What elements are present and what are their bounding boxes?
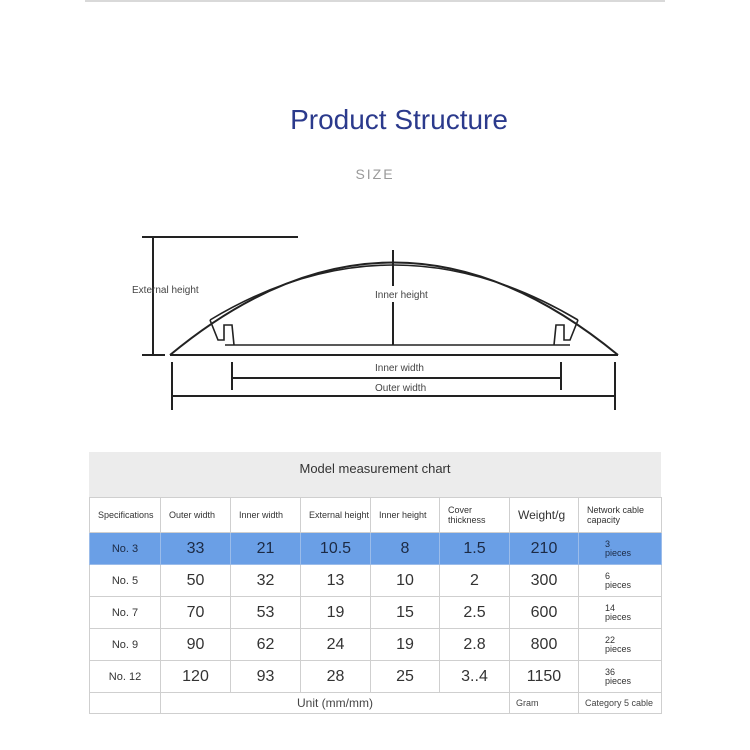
inner-width-cell: 62	[231, 629, 301, 661]
weight-cell: 800	[510, 629, 579, 661]
capacity-cell	[579, 597, 662, 629]
weight-cell: 600	[510, 597, 579, 629]
capacity-number: 22	[605, 634, 616, 645]
spec-cell: No. 9	[90, 629, 161, 661]
weight-cell: 210	[510, 533, 579, 565]
outer-width-cell: 70	[161, 597, 231, 629]
external-height-label: External height	[132, 285, 199, 296]
cover-thickness-cell: 2.8	[440, 629, 510, 661]
outer-width-cell: 90	[161, 629, 231, 661]
cable-cover-diagram	[0, 220, 750, 420]
inner-width-cell: 21	[231, 533, 301, 565]
column-header: Cover thickness	[440, 498, 510, 533]
weight-unit-label: Gram	[510, 693, 579, 714]
capacity-unit-label: Category 5 cable	[579, 693, 662, 714]
column-header: Inner height	[371, 498, 440, 533]
external-height-cell: 19	[301, 597, 371, 629]
measurement-table	[89, 497, 662, 714]
spec-cell: No. 7	[90, 597, 161, 629]
capacity-number: 6	[605, 570, 611, 581]
external-height-cell: 13	[301, 565, 371, 597]
inner-height-cell: 25	[371, 661, 440, 693]
inner-width-cell: 32	[231, 565, 301, 597]
outer-width-cell: 50	[161, 565, 231, 597]
unit-blank	[90, 693, 161, 714]
page-subtitle: SIZE	[355, 166, 395, 182]
table-row	[90, 565, 662, 597]
capacity-cell	[579, 661, 662, 693]
capacity-unit: pieces	[605, 643, 632, 654]
outer-width-cell: 120	[161, 661, 231, 693]
table-row	[90, 533, 662, 565]
inner-height-cell: 15	[371, 597, 440, 629]
capacity-number: 14	[605, 602, 616, 613]
external-height-cell: 24	[301, 629, 371, 661]
weight-cell: 300	[510, 565, 579, 597]
left-hook	[210, 320, 234, 345]
table-header-row	[90, 498, 662, 533]
inner-height-cell: 10	[371, 565, 440, 597]
outer-width-label: Outer width	[375, 383, 427, 394]
capacity-cell	[579, 629, 662, 661]
spec-cell: No. 12	[90, 661, 161, 693]
outer-width-cell: 33	[161, 533, 231, 565]
capacity-unit: pieces	[605, 611, 632, 622]
unit-label: Unit (mm/mm)	[161, 693, 510, 714]
column-header: Specifications	[90, 498, 161, 533]
inner-width-label: Inner width	[375, 363, 424, 374]
capacity-unit: pieces	[605, 547, 632, 558]
column-header: Weight/g	[510, 498, 579, 533]
inner-height-cell: 19	[371, 629, 440, 661]
cover-thickness-cell: 2.5	[440, 597, 510, 629]
column-header: Outer width	[161, 498, 231, 533]
capacity-number: 3	[605, 538, 611, 549]
inner-width-cell: 53	[231, 597, 301, 629]
table-row	[90, 597, 662, 629]
column-header: Inner width	[231, 498, 301, 533]
unit-row	[90, 693, 662, 714]
page-title: Product Structure	[290, 104, 508, 135]
capacity-cell	[579, 565, 662, 597]
cover-thickness-cell: 1.5	[440, 533, 510, 565]
external-height-cell: 10.5	[301, 533, 371, 565]
spec-cell: No. 5	[90, 565, 161, 597]
column-header: External height	[301, 498, 371, 533]
cover-thickness-cell: 3..4	[440, 661, 510, 693]
inner-height-cell: 8	[371, 533, 440, 565]
column-header: Network cable capacity	[579, 498, 662, 533]
cover-thickness-cell: 2	[440, 565, 510, 597]
inner-height-label: Inner height	[375, 290, 428, 301]
table-row	[90, 661, 662, 693]
measurement-chart-header: Model measurement chart	[89, 452, 661, 498]
capacity-unit: pieces	[605, 675, 632, 686]
external-height-cell: 28	[301, 661, 371, 693]
weight-cell: 1150	[510, 661, 579, 693]
table-row	[90, 629, 662, 661]
capacity-number: 36	[605, 666, 616, 677]
capacity-cell	[579, 533, 662, 565]
inner-width-cell: 93	[231, 661, 301, 693]
capacity-unit: pieces	[605, 579, 632, 590]
spec-cell: No. 3	[90, 533, 161, 565]
top-divider	[85, 0, 665, 2]
